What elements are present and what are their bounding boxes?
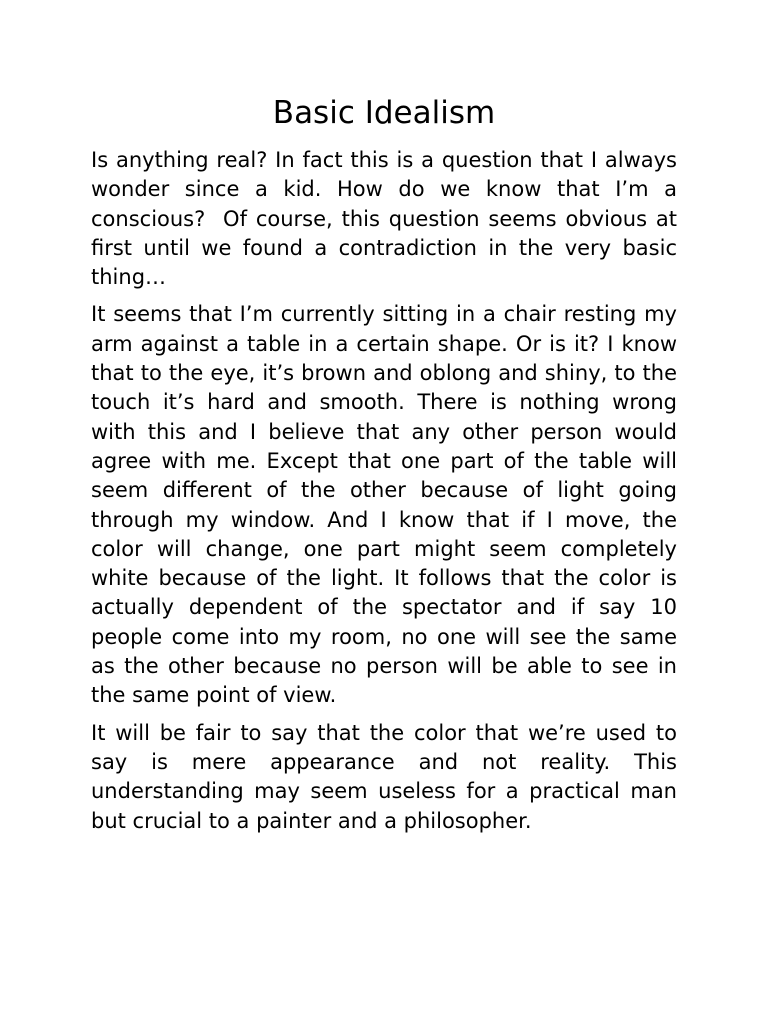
paragraph-3: It will be fair to say that the color that we’re used to say is mere appearance and not reality. This understanding may seem useless for a practical man but crucial to a painter and a philosopher. xyxy=(91,720,684,833)
document-title: Basic Idealism xyxy=(272,95,496,131)
paragraph-1: Is anything real? In fact this is a question that I always wonder since a kid. How do we know that I’m a conscious? Of course, this question seems obvious at first until we found a contradiction in the very basic thing… xyxy=(91,148,684,290)
document-page xyxy=(91,88,684,844)
paragraph-2: It seems that I’m currently sitting in a chair resting my arm against a table in a certain shape. Or is it? I know that to the eye, it’s brown and oblong and shiny, to the touch it’s hard and smooth. There is nothing wrong with this and I believe that any other person would agree with me. Except that one part of the table will seem different of the other because of light going through my window. And I know that if I move, the color will change, one part might seem completely white because of the light. It follows that the color is actually dependent of the spectator and if say 10 people come into my room, no one will see the same as the other because no person will be able to see in the same point of view. xyxy=(91,302,684,708)
